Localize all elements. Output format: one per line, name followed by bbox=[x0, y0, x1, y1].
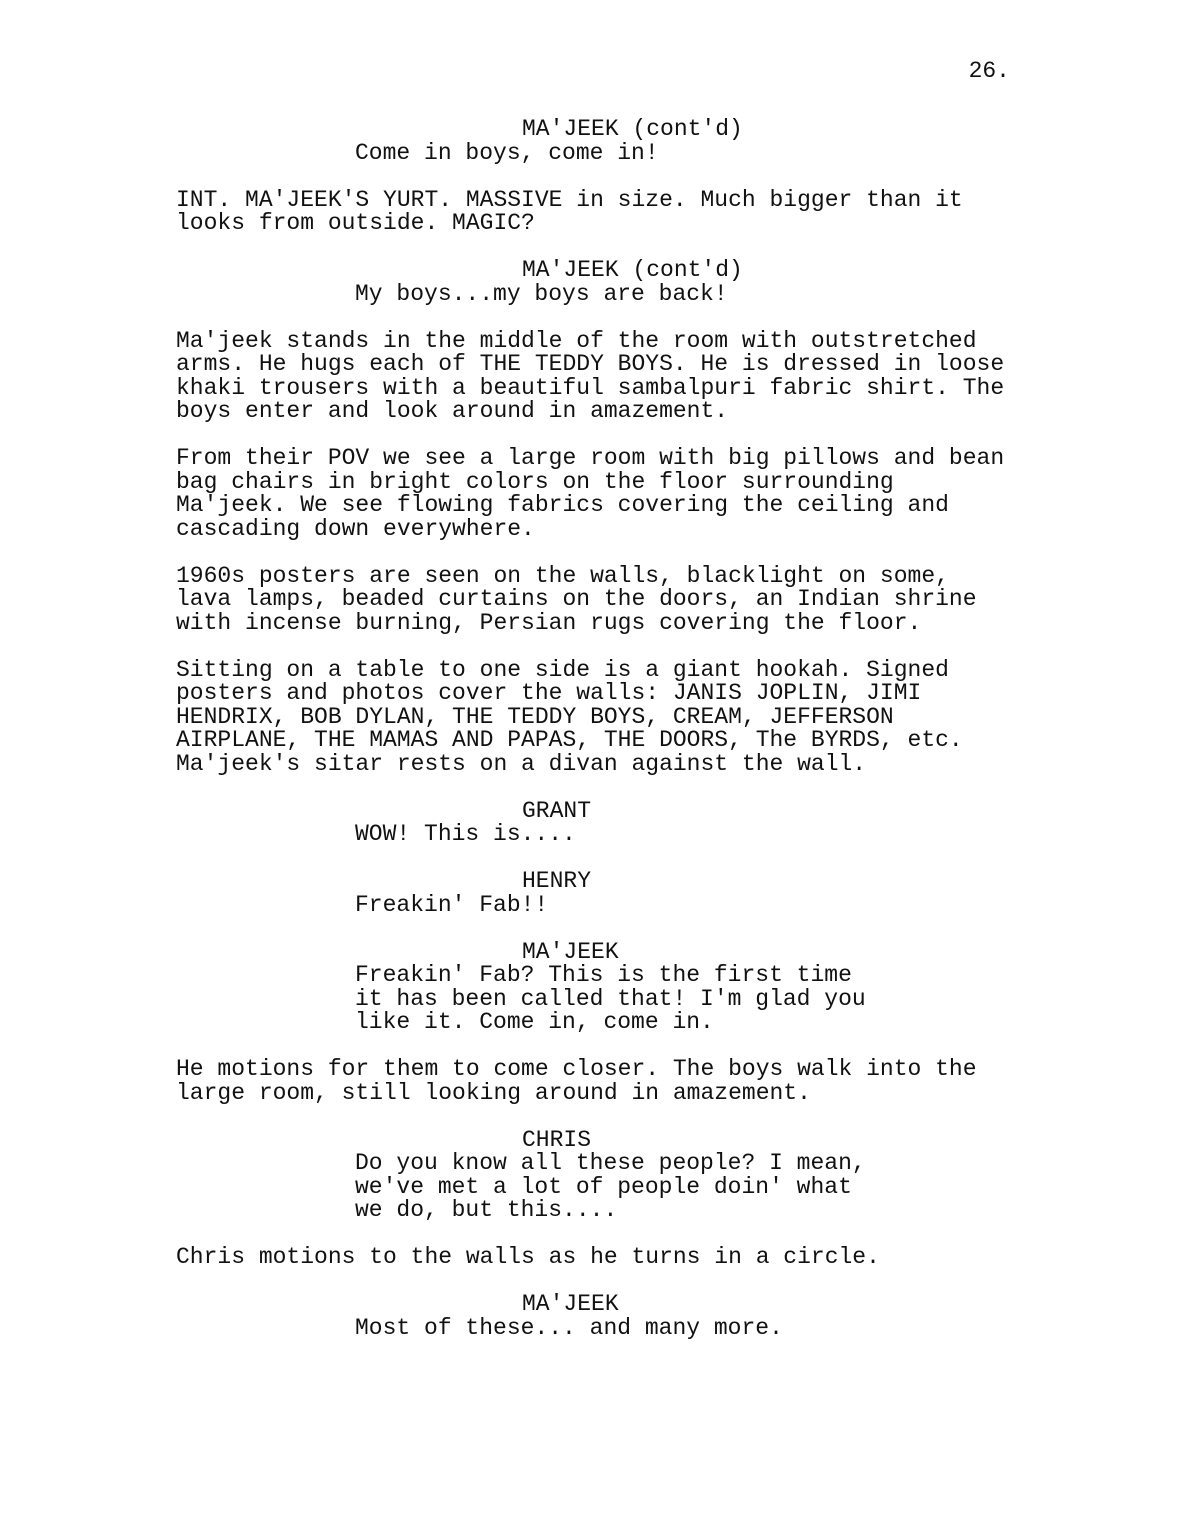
dialogue-line: Come in boys, come in! bbox=[355, 139, 659, 166]
dialogue-block bbox=[0, 1293, 1187, 1340]
action-line: He motions for them to come closer. The boys walk into the bbox=[176, 1056, 977, 1082]
dialogue-line: WOW! This is.... bbox=[355, 821, 576, 847]
action-line: Ma'jeek stands in the middle of the room with outstretched bbox=[176, 327, 977, 354]
dialogue-block bbox=[0, 118, 1187, 165]
action-block bbox=[0, 1058, 1187, 1105]
action-line: khaki trousers with a beautiful sambalpuri fabric shirt. The bbox=[176, 374, 1005, 401]
page-number: 26. bbox=[968, 58, 1010, 84]
action-block bbox=[0, 562, 1187, 636]
dialogue-block bbox=[0, 797, 1187, 847]
script-content bbox=[0, 118, 1187, 1364]
action-line: with incense burning, Persian rugs covering the floor. bbox=[176, 609, 922, 636]
action-block bbox=[0, 1246, 1187, 1270]
character-cue: GRANT bbox=[522, 797, 592, 824]
dialogue-line: we've met a lot of people doin' what bbox=[355, 1173, 852, 1200]
action-line: looks from outside. MAGIC? bbox=[176, 210, 535, 236]
action-line: large room, still looking around in amazement. bbox=[176, 1079, 811, 1106]
action-line: Ma'jeek's sitar rests on a divan against the wall. bbox=[176, 750, 867, 777]
action-line: 1960s posters are seen on the walls, blacklight on some, bbox=[176, 562, 949, 589]
character-cue: MA'JEEK (cont'd) bbox=[522, 116, 743, 142]
action-line: From their POV we see a large room with big pillows and bean bbox=[176, 445, 1005, 471]
dialogue-line: Do you know all these people? I mean, bbox=[355, 1150, 866, 1176]
action-block bbox=[0, 656, 1187, 777]
dialogue-block bbox=[0, 259, 1187, 306]
action-block bbox=[0, 186, 1187, 236]
action-line: INT. MA'JEEK'S YURT. MASSIVE in size. Much bigger than it bbox=[176, 186, 963, 213]
character-cue: CHRIS bbox=[522, 1126, 592, 1153]
character-cue: MA'JEEK bbox=[522, 1291, 619, 1317]
action-line: cascading down everywhere. bbox=[176, 515, 535, 542]
action-line: AIRPLANE, THE MAMAS AND PAPAS, THE DOORS, The BYRDS, etc. bbox=[176, 727, 963, 753]
dialogue-line: we do, but this.... bbox=[355, 1197, 618, 1223]
character-cue: HENRY bbox=[522, 868, 592, 894]
action-line: Chris motions to the walls as he turns in a circle. bbox=[176, 1244, 880, 1270]
action-line: Sitting on a table to one side is a giant hookah. Signed bbox=[176, 656, 949, 683]
action-line: posters and photos cover the walls: JANIS JOPLIN, JIMI bbox=[176, 680, 922, 706]
action-line: HENDRIX, BOB DYLAN, THE TEDDY BOYS, CREAM, JEFFERSON bbox=[176, 703, 894, 730]
action-line: lava lamps, beaded curtains on the doors, an Indian shrine bbox=[176, 586, 977, 612]
dialogue-line: Freakin' Fab? This is the first time bbox=[355, 962, 852, 988]
dialogue-block bbox=[0, 870, 1187, 917]
action-line: boys enter and look around in amazement. bbox=[176, 398, 729, 424]
action-block bbox=[0, 327, 1187, 424]
action-block bbox=[0, 447, 1187, 541]
dialogue-block bbox=[0, 1126, 1187, 1223]
dialogue-line: Most of these... and many more. bbox=[355, 1314, 783, 1341]
dialogue-line: My boys...my boys are back! bbox=[355, 280, 728, 307]
action-line: bag chairs in bright colors on the floor surrounding bbox=[176, 468, 894, 495]
dialogue-line: like it. Come in, come in. bbox=[355, 1009, 714, 1035]
action-line: Ma'jeek. We see flowing fabrics covering the ceiling and bbox=[176, 492, 949, 518]
character-cue: MA'JEEK (cont'd) bbox=[522, 257, 743, 283]
dialogue-line: it has been called that! I'm glad you bbox=[355, 985, 866, 1012]
dialogue-block bbox=[0, 938, 1187, 1035]
dialogue-line: Freakin' Fab!! bbox=[355, 891, 549, 918]
character-cue: MA'JEEK bbox=[522, 938, 619, 965]
action-line: arms. He hugs each of THE TEDDY BOYS. He is dressed in loose bbox=[176, 351, 1005, 377]
